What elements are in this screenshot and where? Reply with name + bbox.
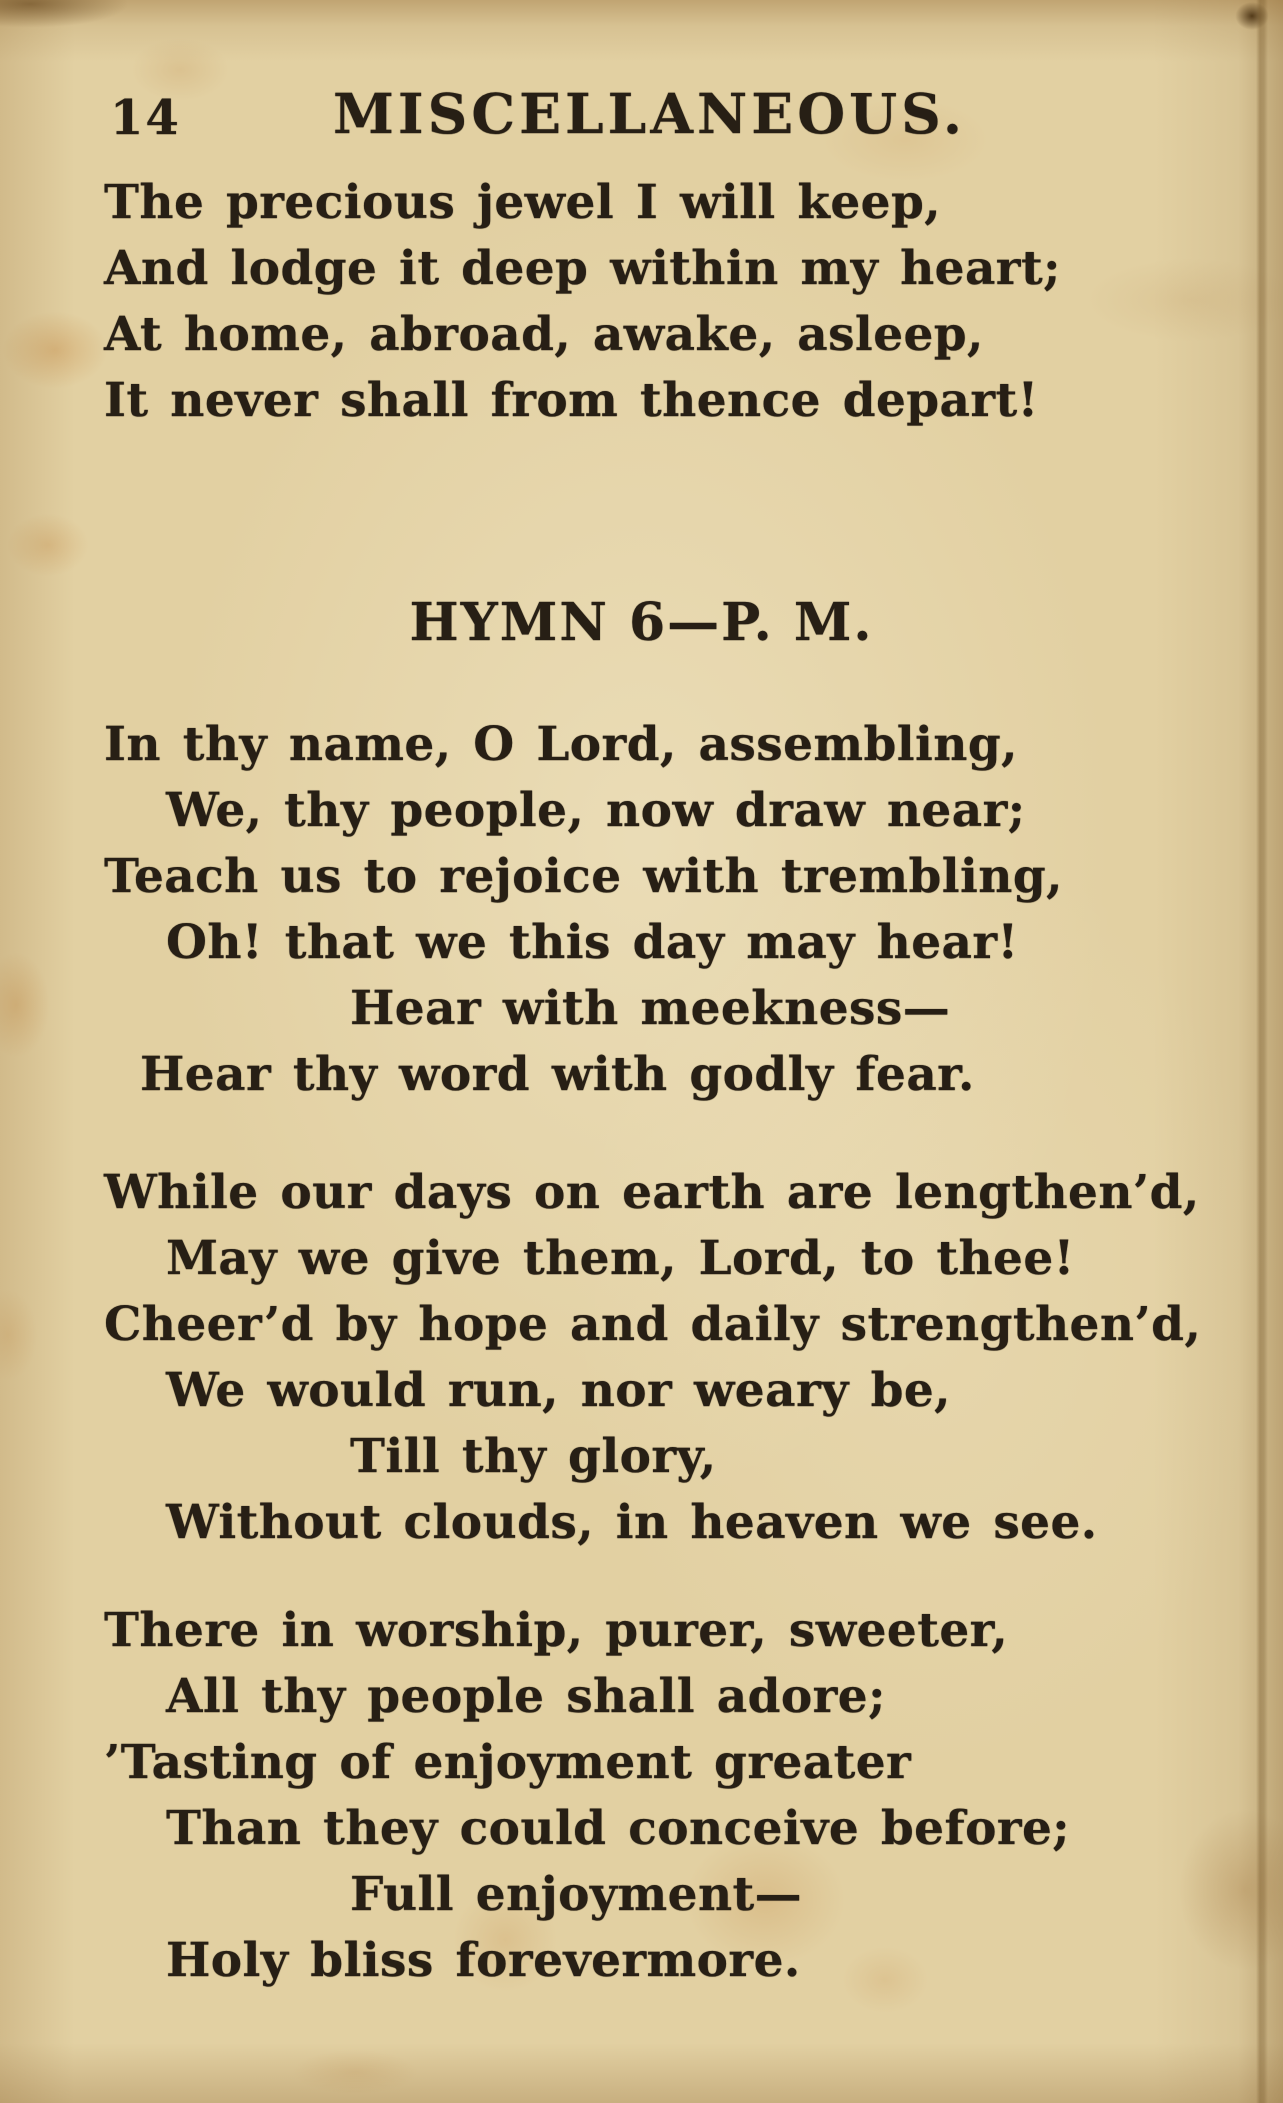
hymn-line: There in worship, purer, sweeter, xyxy=(104,1603,1009,1658)
hymn-line: Holy bliss forevermore. xyxy=(166,1933,801,1988)
stanza-1 xyxy=(104,170,1253,434)
stanza-3 xyxy=(104,1160,1253,1556)
section-header: MISCELLANEOUS. xyxy=(332,81,967,146)
hymn-line: We, thy people, now draw near; xyxy=(166,783,1026,838)
hymn-line: Till thy glory, xyxy=(350,1429,717,1484)
hymn-line: ’Tasting of enjoyment greater xyxy=(104,1735,912,1790)
hymn-line: The precious jewel I will keep, xyxy=(104,175,941,230)
hymn-title: HYMN 6—P. M. xyxy=(409,592,874,653)
hymn-line: It never shall from thence depart! xyxy=(104,373,1039,428)
hymn-line: In thy name, O Lord, assembling, xyxy=(104,717,1018,772)
hymn-line: Hear with meekness— xyxy=(350,981,951,1036)
stanza-4 xyxy=(104,1598,1253,1994)
hymn-line: At home, abroad, awake, asleep, xyxy=(104,307,984,362)
hymn-line: Full enjoyment— xyxy=(350,1867,803,1922)
hymn-line: May we give them, Lord, to thee! xyxy=(166,1231,1075,1286)
hymn-line: Hear thy word with godly fear. xyxy=(140,1047,975,1102)
hymn-line: Oh! that we this day may hear! xyxy=(166,915,1019,970)
page-number: 14 xyxy=(110,90,181,146)
hymn-line: Teach us to rejoice with trembling, xyxy=(104,849,1063,904)
stanza-2 xyxy=(104,712,1253,1108)
hymn-line: And lodge it deep within my heart; xyxy=(104,241,1061,296)
hymn-line: We would run, nor weary be, xyxy=(166,1363,951,1418)
hymn-line: All thy people shall adore; xyxy=(166,1669,886,1724)
hymn-line: While our days on earth are lengthen’d, xyxy=(104,1165,1200,1220)
hymn-line: Without clouds, in heaven we see. xyxy=(166,1495,1098,1550)
hymn-line: Than they could conceive before; xyxy=(166,1801,1071,1856)
hymn-line: Cheer’d by hope and daily strengthen’d, xyxy=(104,1297,1202,1352)
